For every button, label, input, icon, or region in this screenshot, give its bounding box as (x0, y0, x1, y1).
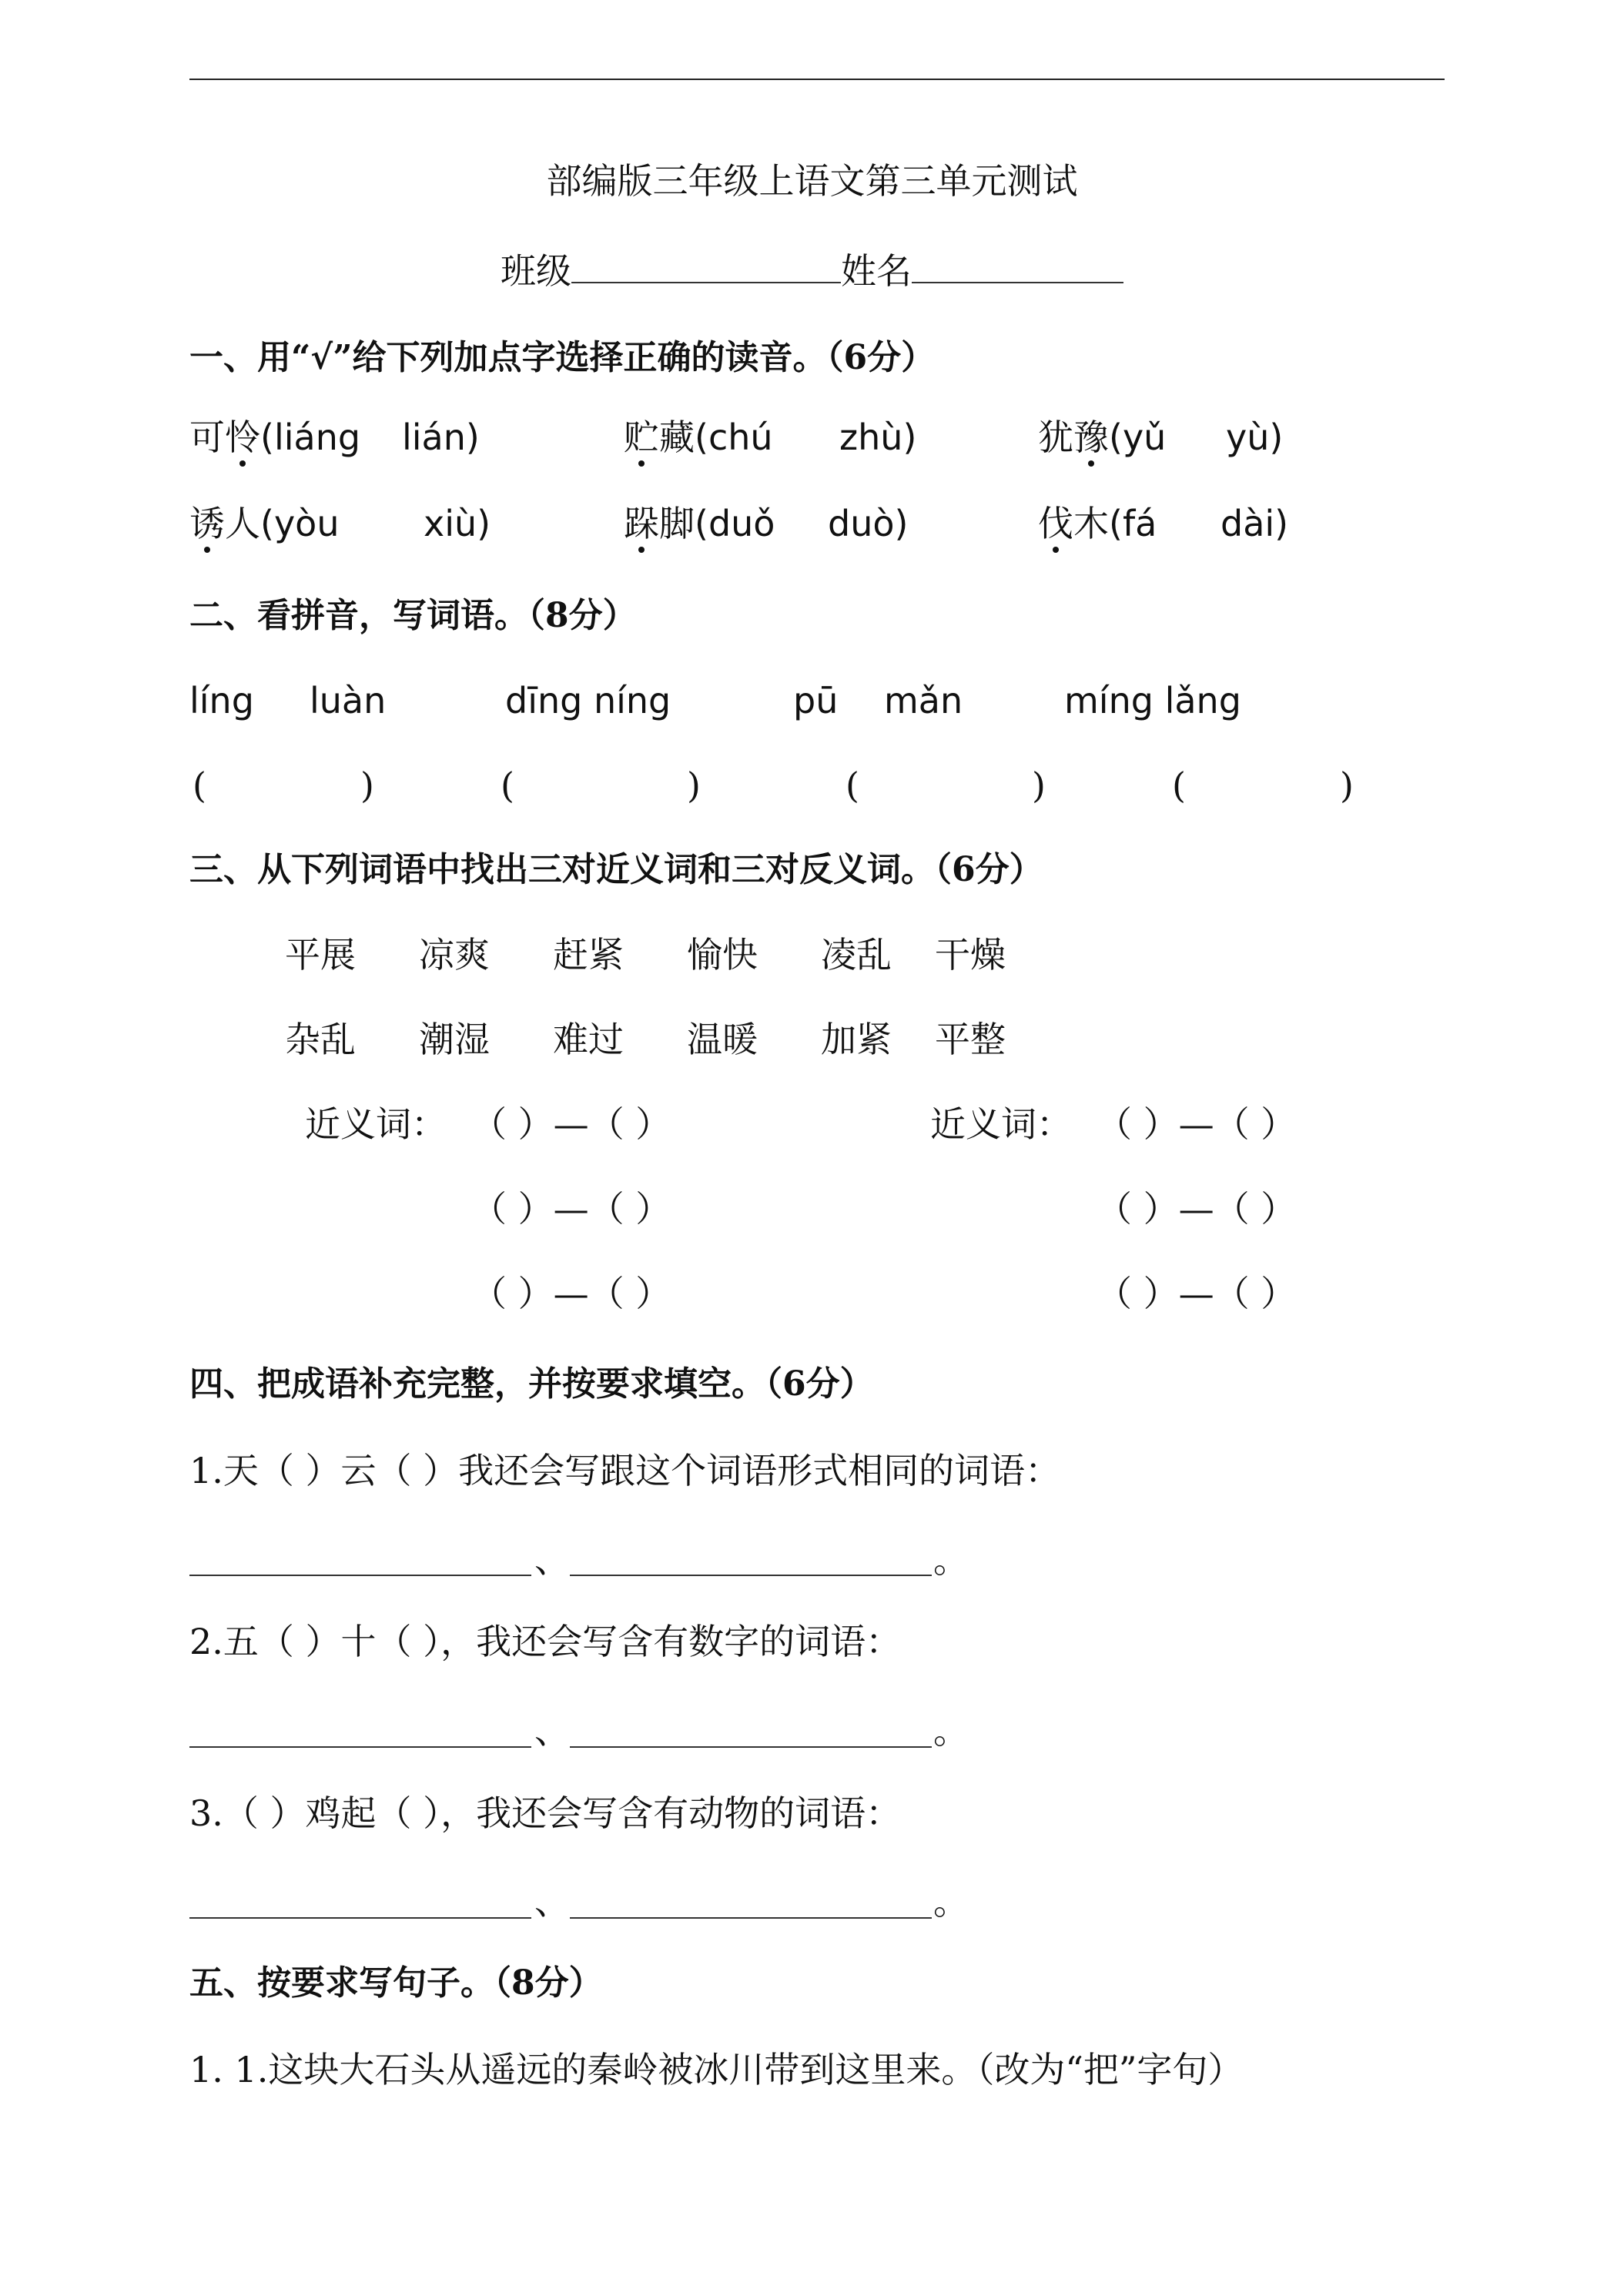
s1-item-2-opt2[interactable]: zhù) (839, 417, 917, 458)
s1-item-4-opt2[interactable]: xiù) (424, 503, 491, 544)
s1-item-3: 犹豫(yǔ (1038, 414, 1166, 460)
s2-pinyin-3a: pū (793, 680, 839, 721)
s1-item-3-opt2[interactable]: yù) (1226, 417, 1284, 458)
s2-answer-2-close: ) (687, 765, 701, 806)
s1-item-4: 诱人(yòu (189, 500, 339, 547)
s2-answer-1-close: ) (360, 765, 374, 806)
class-name-line (0, 248, 1624, 294)
s2-answer-4-close: ) (1340, 765, 1354, 806)
s4-end: 。 (933, 1710, 969, 1752)
s3-pair-blank[interactable]: （ ）—（ ） (1097, 1273, 1297, 1314)
s4-end: 。 (933, 1881, 969, 1923)
s2-answer-3-open[interactable]: ( (845, 765, 859, 806)
s2-answer-1-open[interactable]: ( (193, 765, 206, 806)
name-label: 姓名 (841, 250, 912, 292)
s3-word: 杂乱 (285, 1019, 356, 1060)
s3-word: 潮湿 (419, 1019, 490, 1060)
section1-heading: 一、用“√”给下列加点字选择正确的读音。（6分） (189, 338, 936, 377)
class-blank[interactable] (571, 248, 841, 283)
section4-heading: 四、把成语补充完整，并按要求填空。（6分） (189, 1364, 874, 1404)
s3-synonym-label-right: 近义词： (930, 1103, 1072, 1145)
s2-pinyin-1a: líng (189, 680, 254, 721)
s3-pair-blank[interactable]: （ ）—（ ） (471, 1103, 671, 1145)
s4-q3-blank-2[interactable] (570, 1917, 932, 1919)
s4-q3-blank-1[interactable] (189, 1917, 531, 1919)
top-rule (189, 79, 1445, 80)
s1-item-6: 伐木(fá (1038, 500, 1157, 547)
s4-sep: 、 (534, 1539, 570, 1581)
s4-sep: 、 (534, 1710, 570, 1752)
s3-word: 平展 (285, 934, 356, 976)
section3-heading: 三、从下列词语中找出三对近义词和三对反义词。（6分） (189, 850, 1043, 889)
s3-pair-blank[interactable]: （ ）—（ ） (1097, 1188, 1297, 1230)
s1-item-1-opt2[interactable]: lián) (402, 417, 480, 458)
s4-question-3[interactable]: 3.（ ）鸡起（ ），我还会写含有动物的词语： (189, 1792, 902, 1834)
s2-pinyin-3b: mǎn (884, 680, 963, 721)
page-title: 部编版三年级上语文第三单元测试 (546, 160, 1078, 202)
s2-pinyin-4: míng lǎng (1064, 680, 1241, 721)
s2-pinyin-1b: luàn (310, 680, 387, 721)
s3-word: 赶紧 (553, 934, 624, 976)
s1-item-1: 可怜(liáng (189, 414, 360, 460)
s3-pair-blank[interactable]: （ ）—（ ） (471, 1273, 671, 1314)
s4-q1-blank-1[interactable] (189, 1575, 531, 1576)
s2-pinyin-2: dīng níng (505, 680, 671, 721)
s4-question-1[interactable]: 1.天（ ）云（ ）我还会写跟这个词语形式相同的词语： (189, 1450, 1061, 1491)
s4-question-2[interactable]: 2.五（ ）十（ ），我还会写含有数字的词语： (189, 1621, 902, 1662)
s4-q2-blank-1[interactable] (189, 1746, 531, 1748)
s3-word: 凌乱 (821, 934, 892, 976)
s4-sep: 、 (534, 1881, 570, 1923)
s4-q1-blank-2[interactable] (570, 1575, 932, 1576)
s1-item-6-opt2[interactable]: dài) (1221, 503, 1289, 544)
s3-word: 干燥 (935, 934, 1006, 976)
s4-q2-blank-2[interactable] (570, 1746, 932, 1748)
s1-item-5-opt2[interactable]: duò) (828, 503, 909, 544)
s3-word: 凉爽 (419, 934, 490, 976)
s3-word: 加紧 (821, 1019, 892, 1060)
s3-word: 平整 (935, 1019, 1006, 1060)
s3-pair-blank[interactable]: （ ）—（ ） (471, 1188, 671, 1230)
s2-answer-4-open[interactable]: ( (1172, 765, 1186, 806)
s3-word: 愉快 (687, 934, 758, 976)
s1-item-5: 跺脚(duǒ (624, 500, 775, 547)
s2-answer-3-close: ) (1032, 765, 1046, 806)
s3-word: 温暖 (687, 1019, 758, 1060)
name-blank[interactable] (912, 248, 1123, 283)
s4-end: 。 (933, 1539, 969, 1581)
section5-heading: 五、按要求写句子。（8分） (189, 1963, 603, 2003)
s2-answer-2-open[interactable]: ( (501, 765, 514, 806)
section2-heading: 二、看拼音，写词语。（8分） (189, 596, 637, 635)
s3-synonym-label-left: 近义词： (305, 1103, 447, 1145)
class-label: 班级 (501, 250, 571, 292)
s3-word: 难过 (553, 1019, 624, 1060)
s3-pair-blank[interactable]: （ ）—（ ） (1097, 1103, 1297, 1145)
s1-item-2: 贮藏(chú (624, 414, 773, 460)
s5-question-1: 1. 1.这块大石头从遥远的秦岭被冰川带到这里来。（改为“把”字句） (189, 2049, 1244, 2090)
